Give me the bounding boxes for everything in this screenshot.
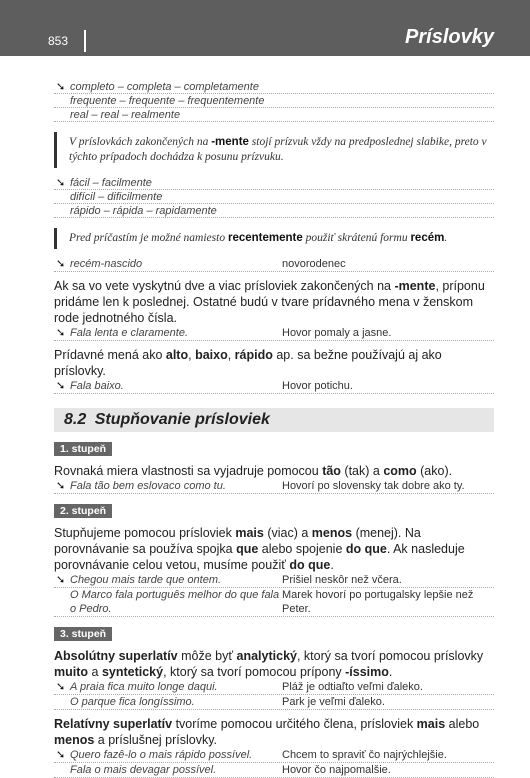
level-badge-1: 1. stupeň	[54, 442, 112, 456]
paragraph-level-2: Stupňujeme pomocou prísloviek mais (viac) a menos (menej). Na porovnávanie sa používa spojka que alebo spojenie do que. Ak nasleduje porovnávanie celou vetou, musíme použiť do que.	[54, 526, 465, 572]
arrow-icon: ➘	[56, 681, 66, 693]
example-line: difícil – dificilmente	[54, 190, 494, 204]
arrow-icon: ➘	[56, 258, 66, 270]
example-pair: ➘ Quero fazê-lo o mais rápido possível. Chcem to spraviť čo najrýchlejšie.	[54, 748, 494, 763]
example-pair: O parque fica longíssimo. Park je veľmi ďaleko.	[54, 695, 494, 710]
example-pair: O Marco fala português melhor do que fala o Pedro.Marek hovorí po portugalsky lepšie než Peter.	[54, 588, 494, 617]
arrow-icon: ➘	[56, 380, 66, 392]
arrow-icon: ➘	[56, 749, 66, 761]
header-divider	[84, 30, 86, 52]
paragraph-adjectives: Prídavné mená ako alto, baixo, rápido ap. sa bežne používajú aj ako príslovky.	[54, 348, 442, 378]
arrow-icon: ➘	[56, 480, 66, 492]
example-pair: Fala o mais devagar possível. Hovor čo najpomalšie.	[54, 763, 494, 778]
paragraph-level-1: Rovnaká miera vlastnosti sa vyjadruje pomocou tão (tak) a como (ako).	[54, 464, 453, 478]
level-badge-2: 2. stupeň	[54, 504, 112, 518]
note-stress: V príslovkách zakončených na -mente stojí prízvuk vždy na predposlednej slabike, preto v týchto prípadoch dochádza k posunu prízvuku.	[54, 132, 494, 168]
example-pair: ➘ Fala baixo. Hovor potichu.	[54, 379, 494, 394]
example-pair: ➘ recém-nascido novorodenec	[54, 257, 494, 272]
example-pair: ➘ Chegou mais tarde que ontem. Prišiel neskôr než včera.	[54, 573, 494, 588]
example-pair: ➘ Fala tão bem eslovaco como tu. Hovorí po slovensky tak dobre ako ty.	[54, 479, 494, 494]
page-content	[54, 80, 494, 778]
chapter-title: Príslovky	[405, 26, 494, 48]
example-block-mente	[54, 80, 494, 122]
page-number: 853	[48, 34, 69, 48]
example-line: real – real – realmente	[54, 108, 494, 122]
arrow-icon: ➘	[56, 574, 66, 586]
example-line: ➘ fácil – facilmente	[54, 176, 494, 190]
paragraph-multiple-mente: Ak sa vo vete vyskytnú dve a viac prísloviek zakončených na -mente, príponu pridáme len k poslednej. Ostatné budú v tvare prídavného mena v ženskom rode jednotného čísla.	[54, 279, 485, 325]
example-line: rápido – rápida – rapidamente	[54, 204, 494, 218]
example-line: frequente – frequente – frequentemente	[54, 94, 494, 108]
arrow-icon: ➘	[56, 177, 66, 189]
example-pair: ➘ Fala lenta e claramente. Hovor pomaly a jasne.	[54, 326, 494, 341]
arrow-icon: ➘	[56, 81, 66, 93]
note-recem: Pred príčastím je možné namiesto recentemente použiť skrátenú formu recém.	[54, 228, 494, 249]
example-block-stress	[54, 176, 494, 218]
arrow-icon: ➘	[56, 327, 66, 339]
example-pair: ➘ A praia fica muito longe daqui. Pláž je odtiaľto veľmi ďaleko.	[54, 680, 494, 695]
section-heading: 8.2 Stupňovanie prísloviek	[54, 408, 494, 432]
level-badge-3: 3. stupeň	[54, 627, 112, 641]
paragraph-absolute-superlative: Absolútny superlatív môže byť analytický, ktorý sa tvorí pomocou príslovky muito a syntetický, ktorý sa tvorí pomocou prípony -íssimo.	[54, 649, 484, 679]
paragraph-relative-superlative: Relatívny superlatív tvoríme pomocou určitého člena, prísloviek mais alebo menos a príslušnej príslovky.	[54, 717, 480, 747]
page-header	[0, 0, 530, 56]
example-line: ➘ completo – completa – completamente	[54, 80, 494, 94]
